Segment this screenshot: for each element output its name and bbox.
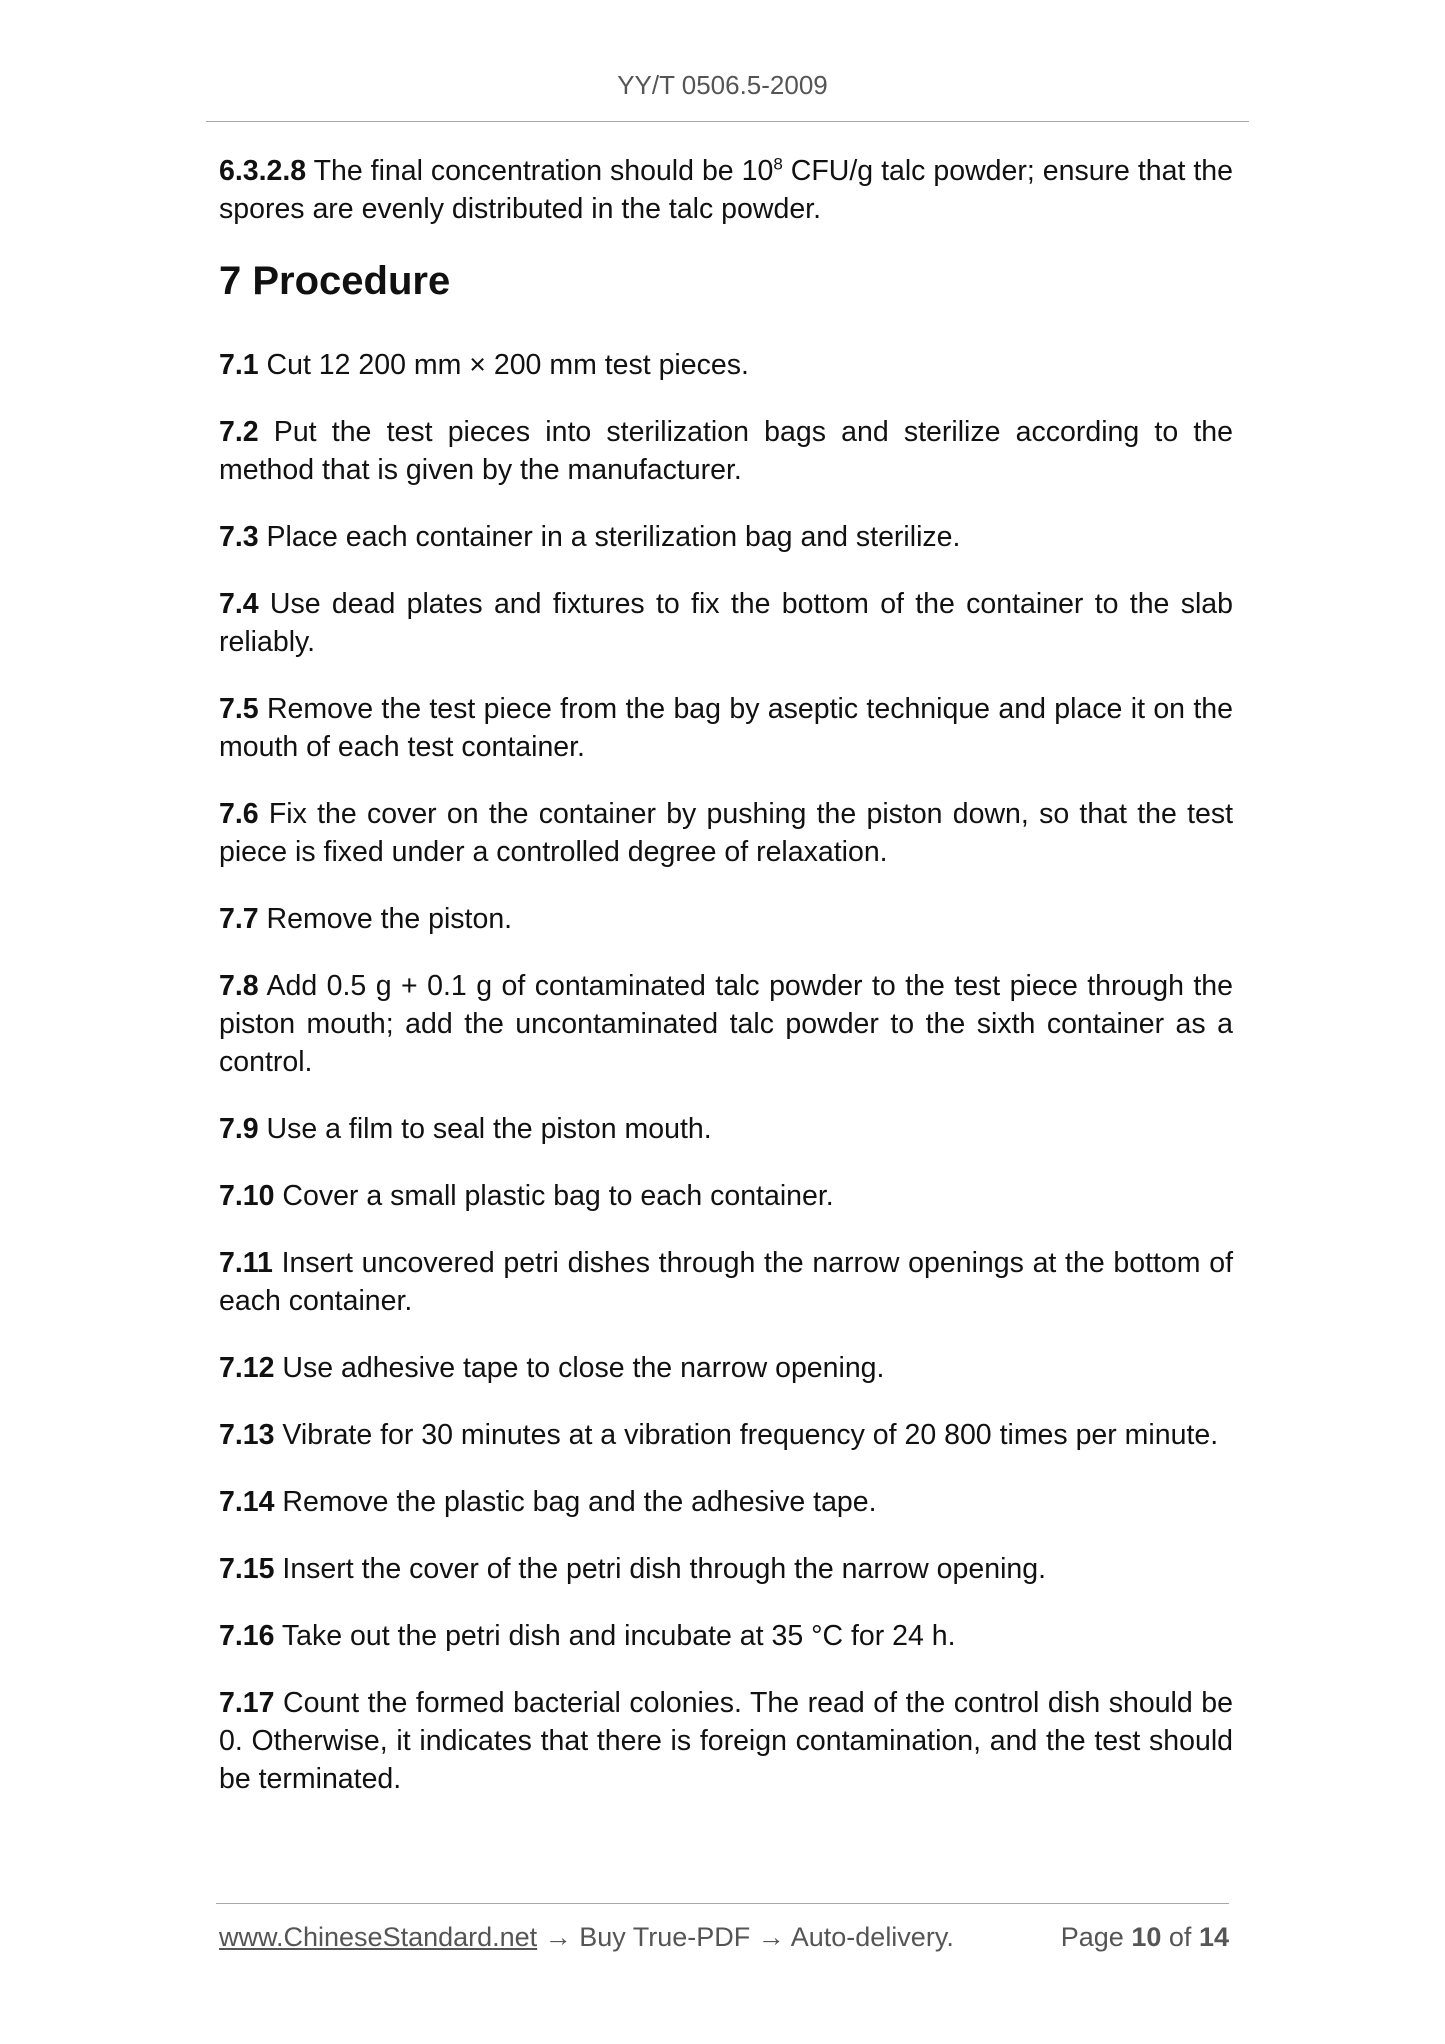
clause-superscript: 8 — [773, 154, 783, 174]
clause-number: 7.8 — [219, 970, 259, 1002]
document-body — [219, 152, 1233, 1827]
header-divider — [206, 121, 1249, 122]
page-of: of — [1168, 1922, 1192, 1952]
clause-number: 7.17 — [219, 1687, 275, 1719]
clause-text: Use adhesive tape to close the narrow opening. — [274, 1352, 885, 1384]
page-total: 14 — [1198, 1922, 1229, 1952]
clause-text: Count the formed bacterial colonies. The read of the control dish should be 0. Otherwise, it indicates that there is foreign contamination, and the test should be terminated. — [219, 1687, 1233, 1795]
clause-text: Fix the cover on the container by pushing the piston down, so that the test piece is fixed under a controlled degree of relaxation. — [219, 798, 1233, 868]
clause-7-14 — [219, 1483, 1233, 1521]
clause-number: 7.12 — [219, 1352, 275, 1384]
clause-number: 6.3.2.8 — [219, 155, 307, 187]
footer-promo — [219, 1922, 954, 1953]
page-header — [0, 70, 1445, 101]
clause-7-4 — [219, 585, 1233, 661]
clause-number: 7.2 — [219, 416, 259, 448]
clause-number: 7.14 — [219, 1486, 275, 1518]
clause-7-17 — [219, 1684, 1233, 1798]
clause-text: Insert the cover of the petri dish through the narrow opening. — [274, 1553, 1047, 1585]
clause-number: 7.7 — [219, 903, 259, 935]
page-footer — [219, 1922, 1229, 1958]
clause-text: Use dead plates and fixtures to fix the bottom of the container to the slab reliably. — [219, 588, 1233, 658]
clause-text: Vibrate for 30 minutes at a vibration frequency of 20 800 times per minute. — [274, 1419, 1219, 1451]
clause-text: Place each container in a sterilization bag and sterilize. — [258, 521, 961, 553]
clause-7-12 — [219, 1349, 1233, 1387]
clause-text: Cover a small plastic bag to each container. — [274, 1180, 834, 1212]
clause-number: 7.3 — [219, 521, 259, 553]
clause-text: Take out the petri dish and incubate at 35 °C for 24 h. — [274, 1620, 956, 1652]
clause-text: Cut 12 200 mm × 200 mm test pieces. — [258, 349, 749, 381]
clause-number: 7.1 — [219, 349, 259, 381]
clause-text: Remove the piston. — [258, 903, 513, 935]
footer-divider — [216, 1903, 1229, 1904]
clause-7-1 — [219, 346, 1233, 384]
clause-number: 7.6 — [219, 798, 259, 830]
website-link[interactable]: www.ChineseStandard.net — [219, 1922, 538, 1952]
clause-text: Add 0.5 g + 0.1 g of contaminated talc powder to the test piece through the piston mouth; add the uncontaminated talc powder to the sixth container as a control. — [219, 970, 1233, 1078]
promo-text: → Buy True-PDF → Auto-delivery. — [537, 1922, 954, 1952]
clause-7-7 — [219, 900, 1233, 938]
clause-7-10 — [219, 1177, 1233, 1215]
clause-7-15 — [219, 1550, 1233, 1588]
clause-number: 7.5 — [219, 693, 259, 725]
page-label: Page — [1060, 1922, 1124, 1952]
clause-7-2 — [219, 413, 1233, 489]
clause-7-8 — [219, 967, 1233, 1081]
clause-text: Use a film to seal the piston mouth. — [258, 1113, 712, 1145]
clause-7-16 — [219, 1617, 1233, 1655]
clause-number: 7.11 — [219, 1247, 273, 1279]
clause-6-3-2-8 — [219, 152, 1233, 228]
page-current: 10 — [1131, 1922, 1162, 1952]
clause-text: Put the test pieces into sterilization bags and sterilize according to the method that is given by the manufacturer. — [219, 416, 1233, 486]
clause-7-6 — [219, 795, 1233, 871]
clause-7-11 — [219, 1244, 1233, 1320]
section-heading: 7 Procedure — [219, 259, 451, 303]
clause-7-9 — [219, 1110, 1233, 1148]
page-number — [1061, 1922, 1229, 1953]
clause-7-3 — [219, 518, 1233, 556]
clause-text: Remove the test piece from the bag by aseptic technique and place it on the mouth of each test container. — [219, 693, 1233, 763]
clause-text: Insert uncovered petri dishes through the narrow openings at the bottom of each container. — [219, 1247, 1233, 1317]
clause-number: 7.15 — [219, 1553, 275, 1585]
standard-id: YY/T 0506.5-2009 — [617, 70, 828, 100]
clause-number: 7.13 — [219, 1419, 275, 1451]
clause-number: 7.4 — [219, 588, 259, 620]
clause-text: Remove the plastic bag and the adhesive tape. — [274, 1486, 877, 1518]
clause-number: 7.16 — [219, 1620, 275, 1652]
clause-text: The final concentration should be 10 — [306, 155, 774, 187]
clause-number: 7.10 — [219, 1180, 275, 1212]
clause-7-13 — [219, 1416, 1233, 1454]
clause-text: CFU/g talc powder; ensure that the spores are evenly distributed in the talc powder. — [219, 155, 1233, 225]
clause-7-5 — [219, 690, 1233, 766]
clause-number: 7.9 — [219, 1113, 259, 1145]
